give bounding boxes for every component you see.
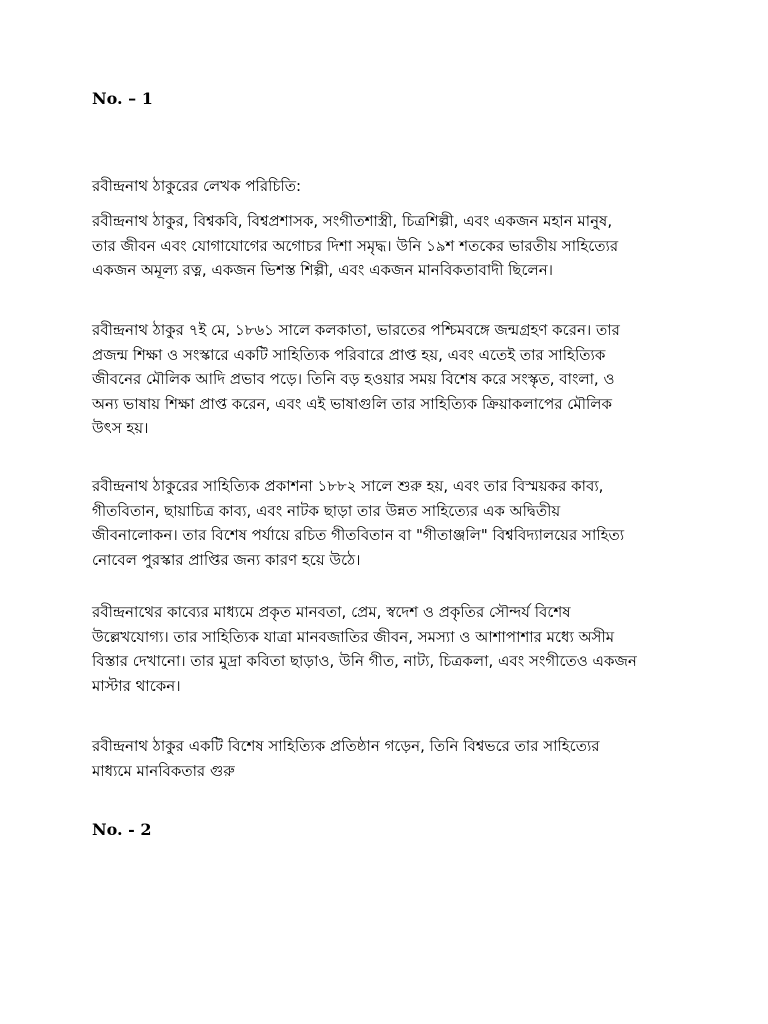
section-number-1: No. – 1 <box>92 89 153 108</box>
paragraph-line: রবীন্দ্রনাথ ঠাকুর, বিশ্বকবি, বিশ্বপ্রশাসক, সংগীতশাস্ত্রী, চিত্রশিল্পী, এবং একজন মহান মানুষ, <box>92 212 613 230</box>
document-title: রবীন্দ্রনাথ ঠাকুরের লেখক পরিচিতি: <box>92 177 302 195</box>
paragraph-line: গীতবিতান, ছায়াচিত্র কাব্য, এবং নাটক ছাড়া তার উন্নত সাহিত্যের এক অদ্বিতীয় <box>92 501 561 520</box>
paragraph-line: নোবেল পুরস্কার প্রাপ্তির জন্য কারণ হয়ে উঠে। <box>92 550 361 569</box>
section-number-2: No. - 2 <box>92 820 152 839</box>
paragraph-line: জীবনের মৌলিক আদি প্রভাব পড়ে। তিনি বড় হওয়ার সময় বিশেষ করে সংস্কৃত, বাংলা, ও <box>92 370 615 388</box>
paragraph-1 <box>92 209 692 283</box>
paragraph-line: রবীন্দ্রনাথ ঠাকুর ৭ই মে, ১৮৬১ সালে কলকাতা, ভারতের পশ্চিমবঙ্গে জন্মগ্রহণ করেন। তার <box>92 321 620 339</box>
paragraph-line: জীবনালোকন। তার বিশেষ পর্যায়ে রচিত গীতবিতান বা "গীতাঞ্জলি" বিশ্ববিদ্যালয়ের সাহিত্য <box>92 526 625 544</box>
paragraph-line: একজন অমূল্য রত্ন, একজন ভিশস্ত শিল্পী, এবং একজন মানবিকতাবাদী ছিলেন। <box>92 261 554 279</box>
paragraph-4 <box>92 600 692 698</box>
paragraph-5 <box>92 734 692 783</box>
paragraph-line: প্রজন্ম শিক্ষা ও সংস্কারে একটি সাহিত্যিক পরিবারে প্রাপ্ত হয়, এবং এতেই তার সাহিত্যিক <box>92 345 606 364</box>
paragraph-line: মাস্টার থাকেন। <box>92 676 181 695</box>
paragraph-line: রবীন্দ্রনাথের কাব্যের মাধ্যমে প্রকৃত মানবতা, প্রেম, স্বদেশ ও প্রকৃতির সৌন্দর্য বিশেষ <box>92 603 571 621</box>
paragraph-3 <box>92 474 692 572</box>
paragraph-line: বিস্তার দেখানো। তার মুদ্রা কবিতা ছাড়াও, উনি গীত, নাট্য, চিত্রকলা, এবং সংগীতেও একজন <box>92 652 637 670</box>
paragraph-line: তার জীবন এবং যোগাযোগের অগোচর দিশা সমৃদ্ধ। উনি ১৯শ শতকের ভারতীয় সাহিত্যের <box>92 236 619 255</box>
paragraph-line: রবীন্দ্রনাথ ঠাকুরের সাহিত্যিক প্রকাশনা ১৮৮২ সালে শুরু হয়, এবং তার বিস্ময়কর কাব্য, <box>92 477 604 495</box>
paragraph-line: রবীন্দ্রনাথ ঠাকুর একটি বিশেষ সাহিত্যিক প্রতিষ্ঠান গড়েন, তিনি বিশ্বভরে তার সাহিত্যের <box>92 737 600 755</box>
paragraph-line: উল্লেখযোগ্য। তার সাহিত্যিক যাত্রা মানবজাতির জীবন, সমস্যা ও আশাপাশার মধ্যে অসীম <box>92 627 615 646</box>
paragraph-line: অন্য ভাষায় শিক্ষা প্রাপ্ত করেন, এবং এই ভাষাগুলি তার সাহিত্যিক ক্রিয়াকলাপের মৌলিক <box>92 394 612 413</box>
paragraph-2 <box>92 318 692 441</box>
paragraph-line: উৎস হয়। <box>92 419 149 437</box>
paragraph-line: মাধ্যমে মানবিকতার গুরু <box>92 761 235 780</box>
